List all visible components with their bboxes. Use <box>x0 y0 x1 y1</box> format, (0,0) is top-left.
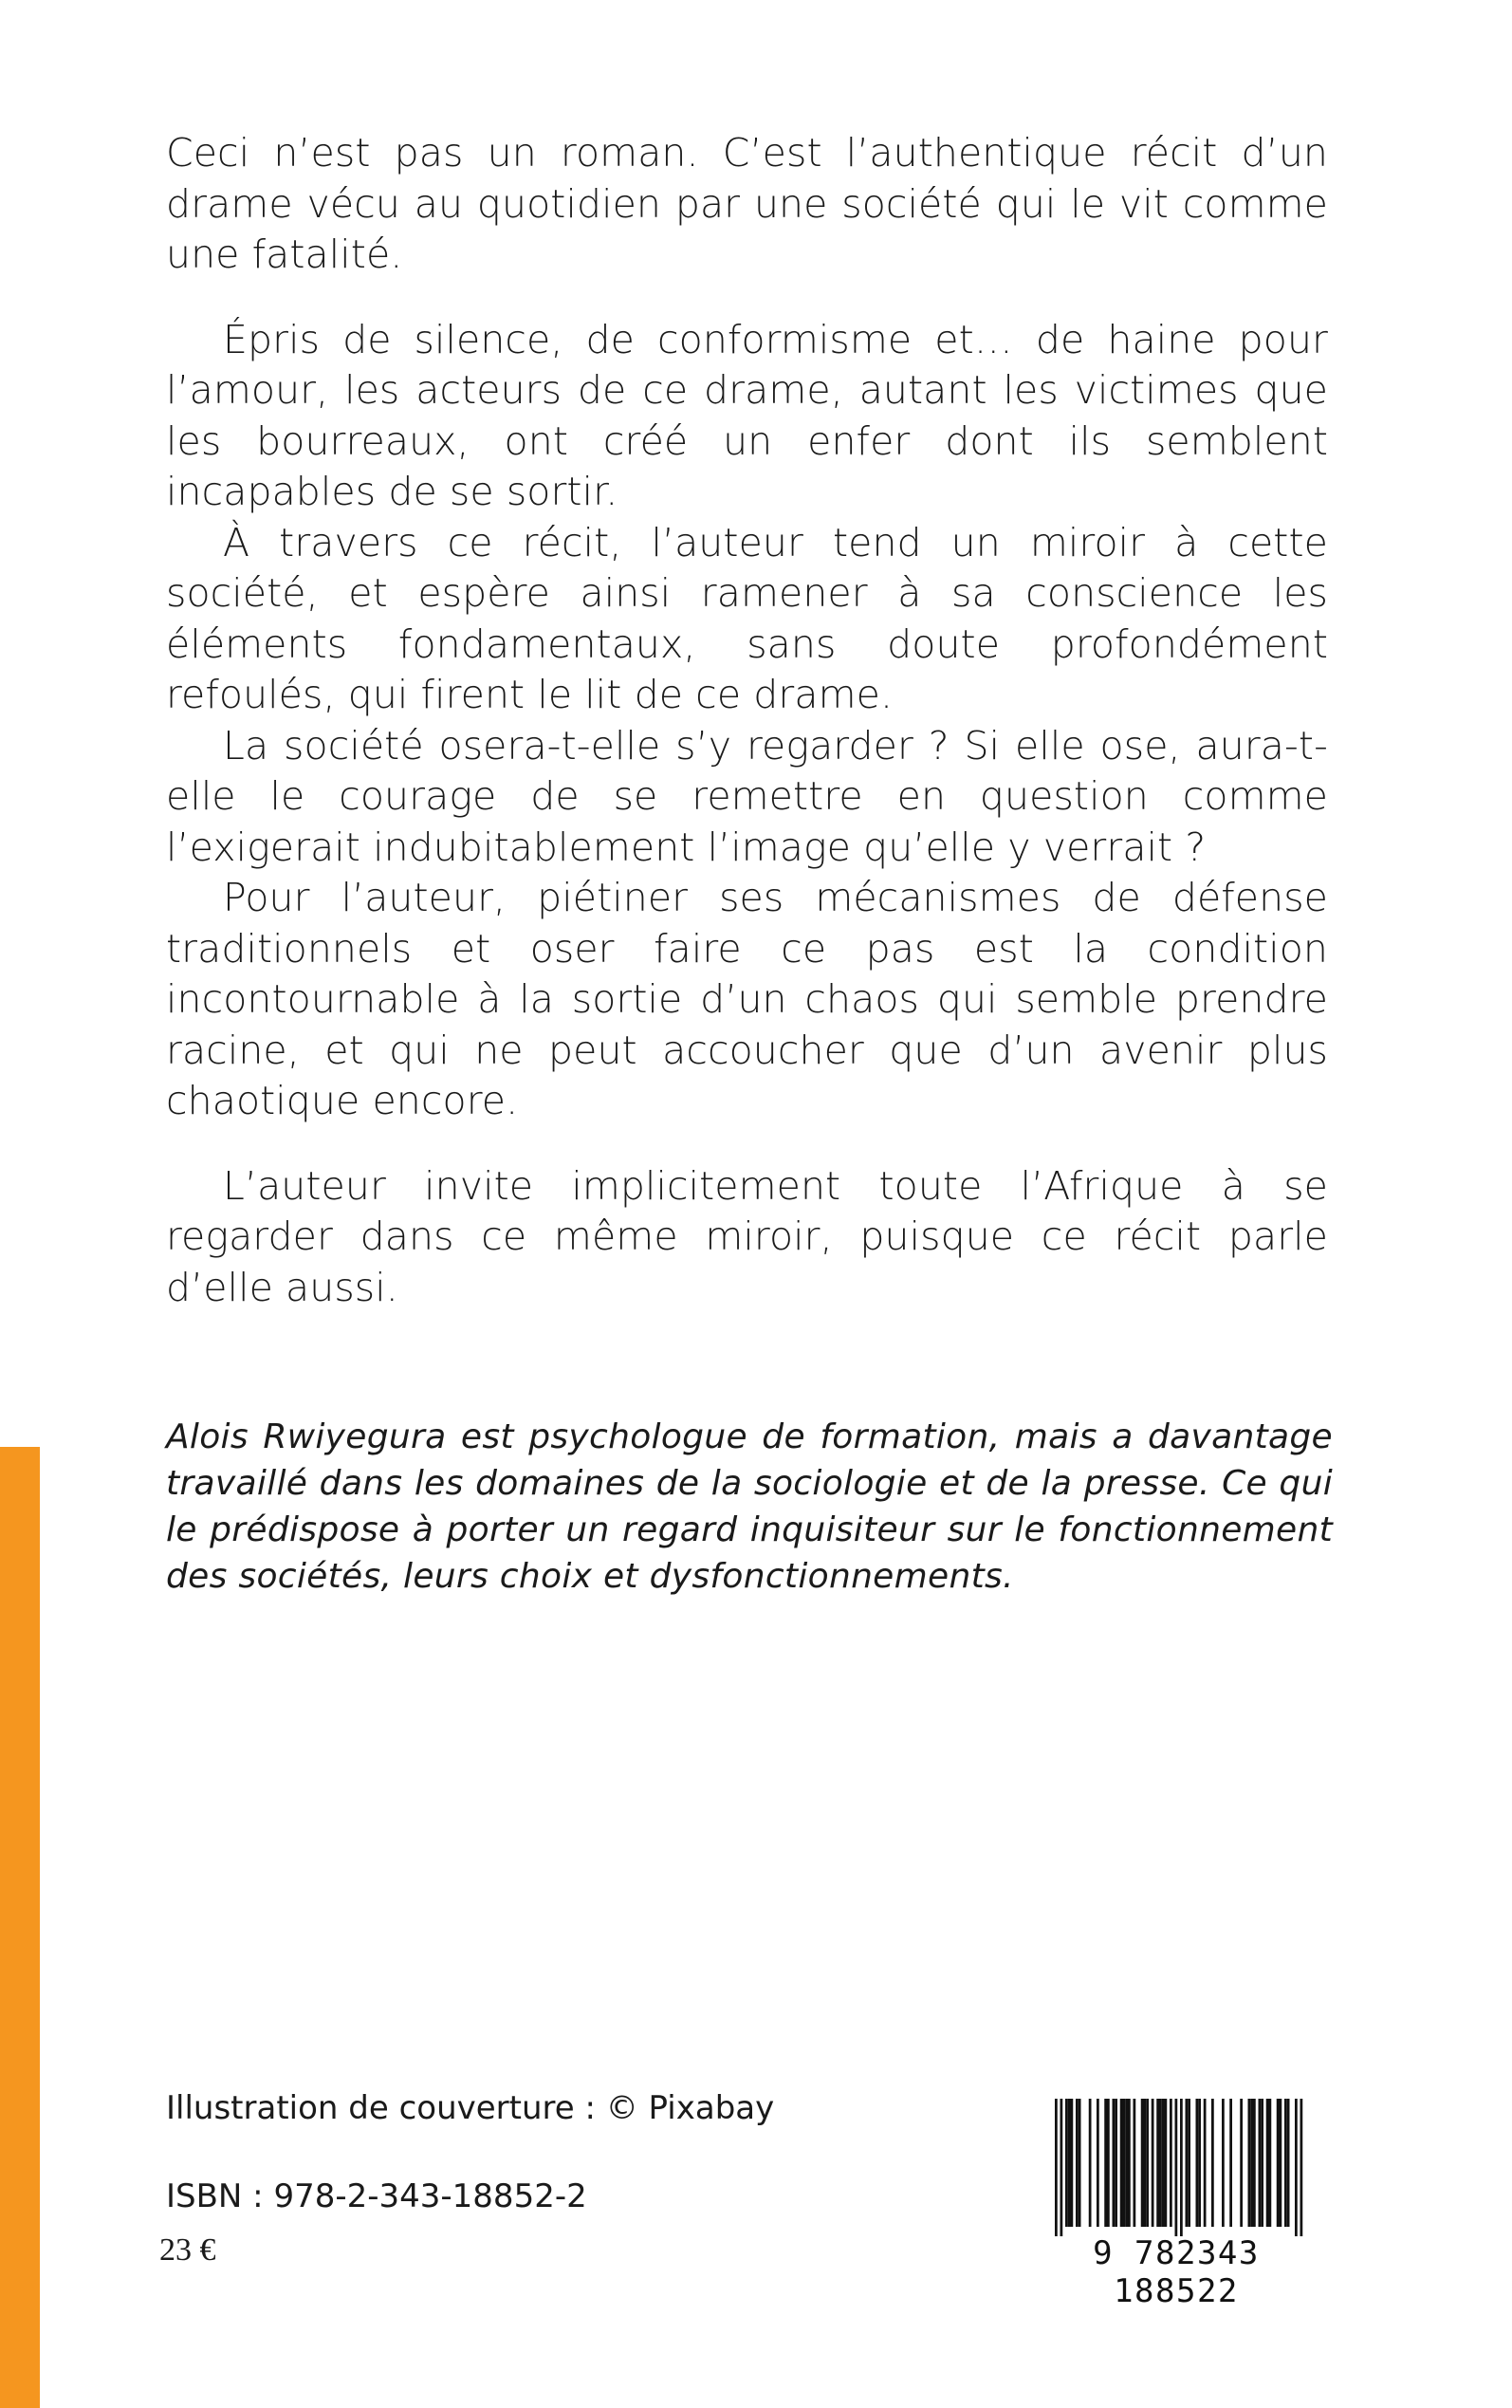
barcode-bar <box>1253 2099 1256 2227</box>
barcode-bar <box>1261 2099 1263 2227</box>
barcode-bar <box>1259 2099 1262 2227</box>
barcode-bar <box>1065 2099 1068 2227</box>
author-name: Alois Rwiyegura <box>166 1417 447 1456</box>
barcode-bar <box>1284 2099 1287 2227</box>
barcode-bar <box>1141 2099 1144 2227</box>
barcode-bar <box>1146 2099 1149 2227</box>
barcode-bar <box>1076 2099 1079 2227</box>
price: 23 € <box>159 2232 216 2268</box>
barcode-digits: 9 782343 188522 <box>1093 2234 1260 2310</box>
barcode-bar <box>1128 2099 1131 2227</box>
barcode-bar <box>1097 2099 1099 2227</box>
illustration-credit: Illustration de couverture : © Pixabay <box>166 2089 775 2127</box>
barcode-bar <box>1165 2099 1168 2227</box>
barcode-bar <box>1079 2099 1081 2227</box>
barcode-bar <box>1120 2099 1123 2227</box>
barcode-bar <box>1104 2099 1107 2227</box>
barcode-bar <box>1144 2099 1147 2227</box>
barcode-bar <box>1068 2099 1071 2227</box>
barcode-bar <box>1089 2099 1092 2227</box>
barcode-bar <box>1277 2099 1280 2227</box>
barcode-bar <box>1113 2099 1116 2227</box>
barcode-bar <box>1152 2099 1154 2227</box>
barcode-bar <box>1229 2099 1232 2227</box>
barcode-bar <box>1186 2099 1189 2227</box>
barcode-bar <box>1060 2099 1063 2236</box>
blurb-paragraph-6: L’auteur invite implicitement toute l’Afrique à se regarder dans ce même miroir, puisque ce récit parle d’elle aussi. <box>166 1162 1328 1310</box>
blurb-paragraph-2: Épris de silence, de conformisme et… de haine pour l’amour, les acteurs de ce drame, autant les victimes que les bourreaux, ont créé un enfer dont ils semblent incapables de se sortir. <box>166 316 1328 514</box>
barcode-bar <box>1295 2099 1298 2236</box>
barcode-bar <box>1248 2099 1251 2227</box>
barcode-bar <box>1250 2099 1253 2227</box>
barcode-bar <box>1188 2099 1190 2227</box>
barcode <box>1034 2099 1318 2310</box>
barcode-bars <box>1034 2099 1318 2236</box>
barcode-bar <box>1269 2099 1272 2227</box>
barcode-bar <box>1134 2099 1136 2227</box>
barcode-bar <box>1175 2099 1178 2236</box>
barcode-bar <box>1204 2099 1207 2227</box>
barcode-bar <box>1071 2099 1074 2227</box>
barcode-bar <box>1211 2099 1214 2227</box>
barcode-bar <box>1222 2099 1225 2227</box>
barcode-bar <box>1156 2099 1159 2227</box>
author-bio-text: est psychologue de formation, mais a davantage travaillé dans les domaines de la sociologie et de la presse. Ce qui le prédispose à porter un regard inquisiteur sur le fonctionnement des sociétés, leurs choix et dysfonctionnements. <box>166 1417 1333 1596</box>
barcode-bar <box>1107 2099 1110 2227</box>
barcode-bar <box>1170 2099 1172 2227</box>
blurb-paragraph-4: La société osera-t-elle s’y regarder ? Si elle ose, aura-t-elle le courage de se remettre en question comme l’exigerait indubitablement l’image qu’elle y verrait ? <box>166 722 1328 870</box>
barcode-bar <box>1287 2099 1290 2227</box>
barcode-bar <box>1196 2099 1199 2227</box>
barcode-bar <box>1055 2099 1058 2236</box>
barcode-bar <box>1300 2099 1303 2236</box>
orange-side-strip <box>0 1447 40 2408</box>
blurb-paragraph-1: Ceci n’est pas un roman. C’est l’authentique récit d’un drame vécu au quotidien par une société qui le vit comme une fatalité. <box>166 130 1328 277</box>
back-cover-blurb <box>166 128 1328 1313</box>
barcode-bar <box>1266 2099 1269 2227</box>
barcode-bar <box>1123 2099 1126 2227</box>
barcode-bar <box>1159 2099 1162 2227</box>
blurb-paragraph-3: À travers ce récit, l’auteur tend un miroir à cette société, et espère ainsi ramener à sa conscience les éléments fondamentaux, sans doute profondément refoulés, qui firent le lit de ce drame. <box>166 519 1328 717</box>
barcode-bar <box>1280 2099 1282 2227</box>
isbn: ISBN : 978-2-343-18852-2 <box>166 2177 587 2215</box>
barcode-bar <box>1180 2099 1183 2236</box>
barcode-bar <box>1240 2099 1243 2227</box>
author-bio <box>166 1414 1333 1600</box>
blurb-paragraph-5: Pour l’auteur, piétiner ses mécanismes de défense traditionnels et oser faire ce pas est la condition incontournable à la sortie d’un chaos qui semble prendre racine, et qui ne peut accoucher que d’un avenir plus chaotique encore. <box>166 875 1328 1123</box>
barcode-bar <box>1115 2099 1117 2227</box>
barcode-bar <box>1125 2099 1128 2227</box>
barcode-bar <box>1198 2099 1201 2227</box>
barcode-bar <box>1162 2099 1165 2227</box>
